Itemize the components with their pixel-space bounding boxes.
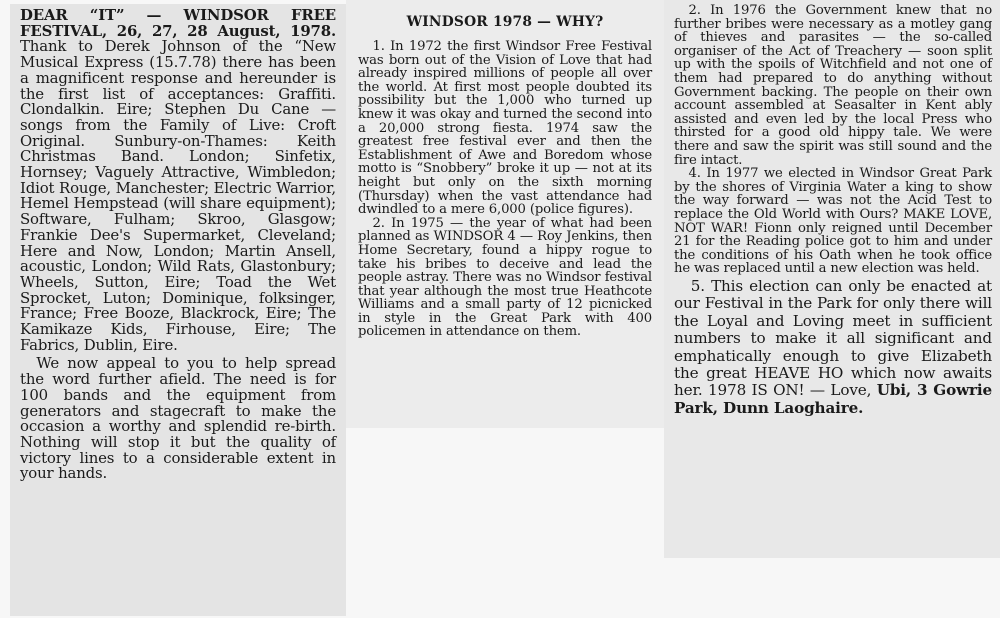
article-paragraph-1975: 2. In 1975 — the year of what had been planned as WINDSOR 4 — Roy Jenkins, then Home Secretary, found a hippy rogue to take his bribes to deceive and lead the people astray. There was no Windsor festival that year although the most true Heathcote Williams and a small party of 12 picnicked in style in the Great Park with 400 policemen in attendance on them.: [358, 215, 652, 340]
article-paragraph-1977: 4. In 1977 we elected in Windsor Great Park by the shores of Virginia Water a king to show the way forward — was not the Acid Test to replace the Old World with Ours? MAKE LOVE, NOT WAR! Fionn only reigned until December 21 for the Reading police got to him and under the conditions of his Oath when he took office he was replaced until a new election was held.: [674, 166, 992, 277]
article-title: WINDSOR 1978 — WHY?: [406, 14, 604, 30]
letter-body-1: Thank to Derek Johnson of the “New Musical Express (15.7.78) there has been a magnificent response and hereunder is the first list of acceptances: Graffiti. Clondalkin. Eire; Stephen Du Cane — songs from the Family of Live: Croft Original. Sunbury-on-Thames: Keith Christmas Band. London; Sinfetix, Hornsey; Vaguely Attractive, Wimbledon; Idiot Rouge, Manchester; Electric Warrior, Hemel Hempstead (will share equipment); Software, Fulham; Skroo, Glasgow; Frankie Dee's Supermarket, Cleveland; Here and Now, London; Martin Ansell, acoustic, London; Wild Rats, Glastonbury; Wheels, Sutton, Eire; Toad the Wet Sprocket, Luton; Dominique, folksinger, France; Free Booze, Blackrock, Eire; The Kamikaze Kids, Firhouse, Eire; The Fabrics, Dublin, Eire.: [20, 37, 336, 354]
article-signature: Ubi, 3 Gowrie Park, Dunn Laoghaire.: [674, 381, 992, 417]
article-clipping-windsor-why: [346, 0, 664, 428]
letter-paragraph-acceptances: [20, 8, 336, 353]
letter-heading: DEAR “IT” — WINDSOR FREE FESTIVAL, 26, 27, 28 August, 1978.: [20, 6, 336, 40]
article-paragraph-1976: 2. In 1976 the Government knew that no further bribes were necessary as a motley gang of thieves and parasites — the so-called organiser of the Act of Treachery — soon split up with the spoils of Witchfield and not one of them had prepared to do anything without Government backing. The people on their own account assembled at Seasalter in Kent ably assisted and even led by the local Press who thirsted for a good old hippy tale. We were there and saw the spirit was still sound and the fire intact.: [674, 3, 992, 168]
election-text: 5. This election can only be enacted at our Festival in the Park for only there will the Loyal and Loving meet in sufficient numbers to make it all significant and emphatically enough to give Elizabeth the great HEAVE HO which now awaits her. 1978 IS ON! — Love,: [674, 276, 992, 400]
letter-clipping-festival-acceptances: [10, 4, 346, 616]
article-paragraph-election: [674, 278, 992, 417]
article-paragraph-1972: 1. In 1972 the first Windsor Free Festival was born out of the Vision of Love that had already inspired millions of people all over the world. At first most people doubted its possibility but the 1,000 who turned up knew it was okay and turned the second into a 20,000 strong fiesta. 1974 saw the greatest free festival ever and then the Establishment of Awe and Boredom whose motto is “Snobbery” broke it up — not at its height but only on the sixth morning (Thursday) when the vast attendance had dwindled to a mere 6,000 (police figures).: [358, 39, 652, 218]
article-clipping-continued: [664, 0, 1000, 558]
letter-paragraph-appeal: We now appeal to you to help spread the word further afield. The need is for 100 bands and the equipment from generators and stagecraft to make the occasion a worthy and splendid re-birth. Nothing will stop it but the quality of victory lines to a considerable extent in your hands.: [20, 354, 336, 483]
